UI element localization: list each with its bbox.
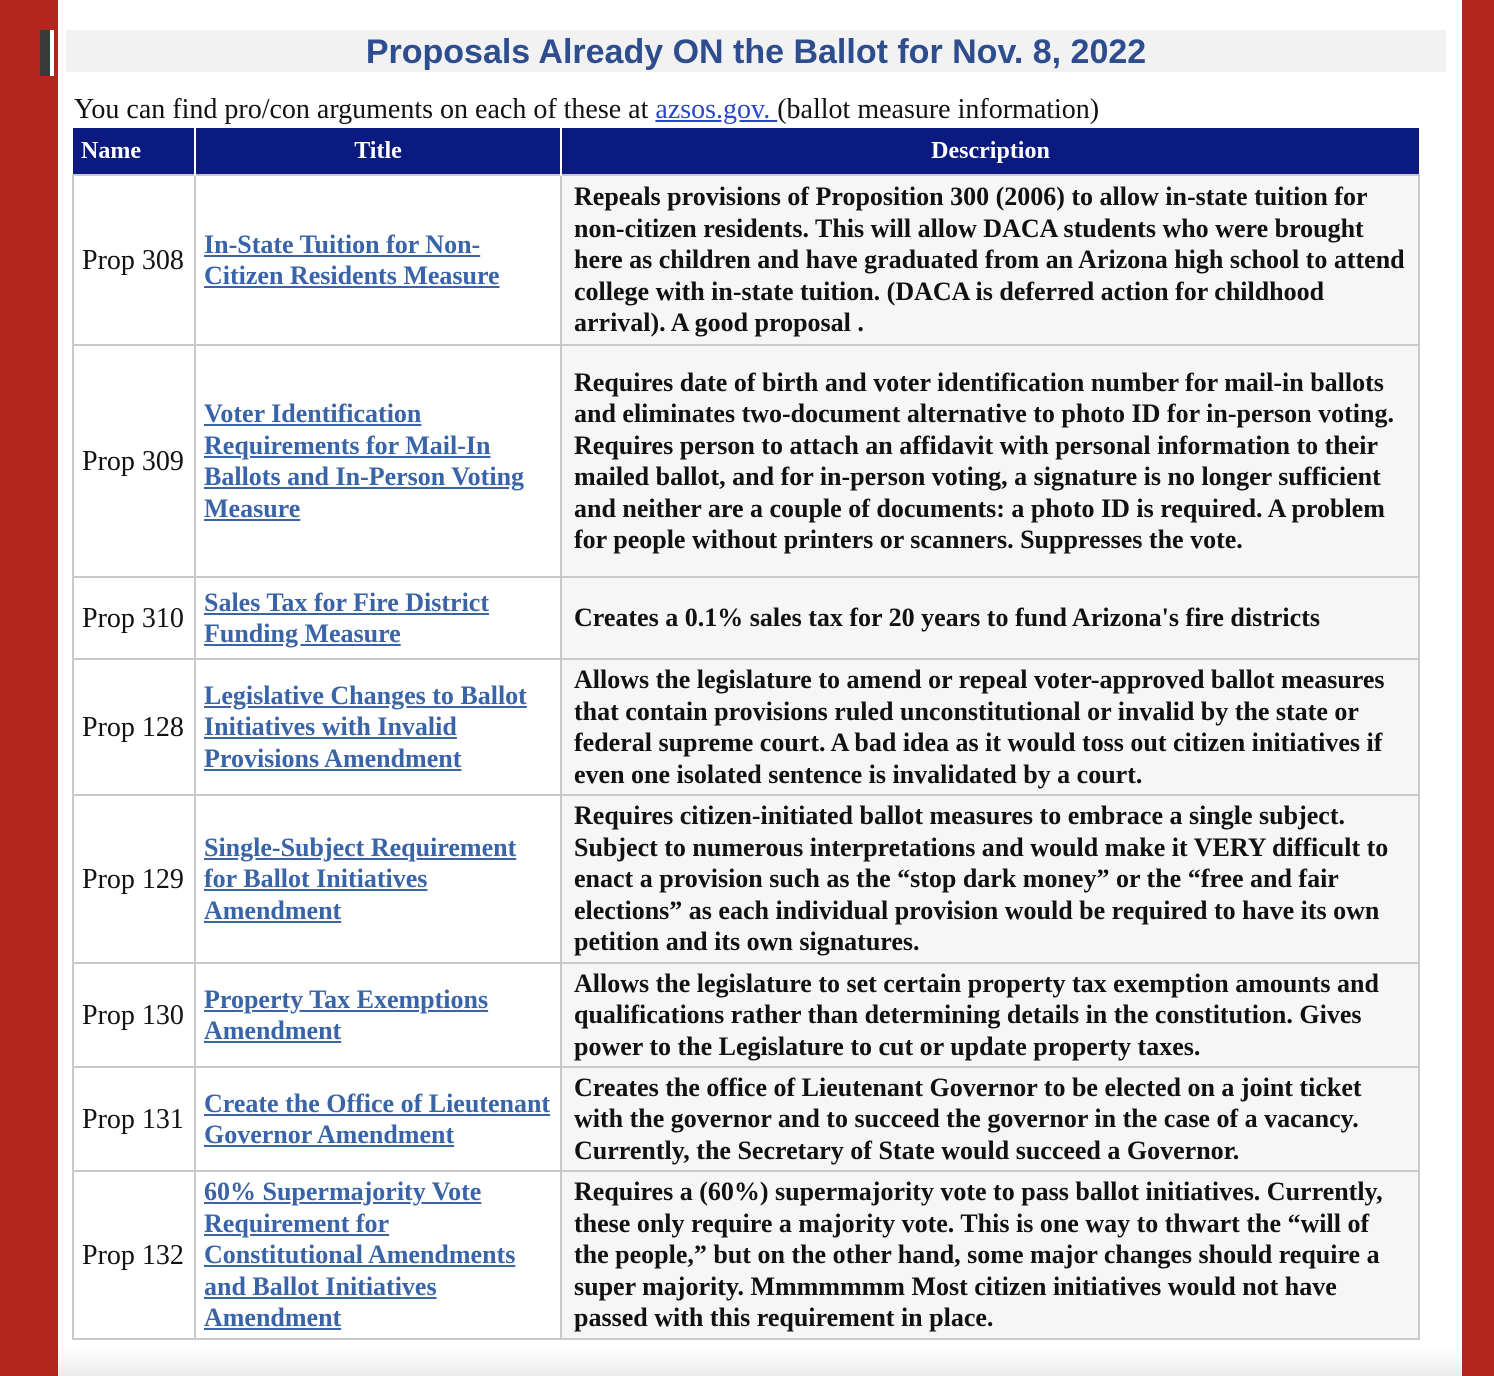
subtitle-text-after: (ballot measure information) (777, 94, 1100, 125)
prop-description: Repeals provisions of Proposition 300 (2006) to allow in-state tuition for non-citizen residents. This will allow DACA students who were brought here as children and have graduated from an Arizona high school to attend college with in-state tuition. (DACA is deferred action for childhood arrival). A good proposal . (561, 175, 1419, 345)
prop-description: Allows the legislature to set certain property tax exemption amounts and qualifications rather than determining details in the constitution. Gives power to the Legislature to cut or update property taxes. (561, 963, 1419, 1067)
prop-name: Prop 131 (73, 1067, 195, 1171)
azsos-link[interactable]: azsos.gov. (655, 94, 778, 125)
table-row (73, 1067, 1419, 1171)
prop-description: Allows the legislature to amend or repeal voter-approved ballot measures that contain provisions ruled unconstitutional or invalid by the state or federal supreme court. A bad idea as it would toss out citizen initiatives if even one isolated sentence is invalidated by a court. (561, 659, 1419, 795)
prop-description: Requires date of birth and voter identification number for mail-in ballots and eliminates two-document alternative to photo ID for in-person voting. Requires person to attach an affidavit with personal information to their mailed ballot, and for in-person voting, a signature is no longer sufficient and neither are a couple of documents: a photo ID is required. A problem for people without printers or scanners. Suppresses the vote. (561, 345, 1419, 577)
column-header-description: Description (561, 128, 1419, 175)
prop-name: Prop 308 (73, 175, 195, 345)
prop-name: Prop 130 (73, 963, 195, 1067)
prop-title-link[interactable]: Legislative Changes to Ballot Initiatives with Invalid Provisions Amendment (204, 680, 527, 773)
text-cursor-marker (40, 30, 54, 76)
subtitle-text-before: You can find pro/con arguments on each of these at (74, 94, 656, 125)
prop-title-cell (195, 1067, 561, 1171)
page-bottom-shadow (58, 1348, 1462, 1376)
table-row (73, 345, 1419, 577)
prop-description: Requires citizen-initiated ballot measures to embrace a single subject. Subject to numerous interpretations and would make it VERY difficult to enact a provision such as the “stop dark money” or the “free and fair elections” as each individual provision would be required to have its own petition and its own signatures. (561, 795, 1419, 963)
prop-title-cell (195, 345, 561, 577)
prop-name: Prop 128 (73, 659, 195, 795)
prop-title-link[interactable]: Single-Subject Requirement for Ballot Initiatives Amendment (204, 832, 517, 925)
prop-title-cell (195, 659, 561, 795)
prop-title-cell (195, 577, 561, 659)
table-row (73, 175, 1419, 345)
prop-title-link[interactable]: 60% Supermajority Vote Requirement for Constitutional Amendments and Ballot Initiatives Amendment (204, 1177, 516, 1333)
table-row (73, 577, 1419, 659)
prop-title-cell (195, 1171, 561, 1339)
column-header-title: Title (195, 128, 561, 175)
prop-title-link[interactable]: In-State Tuition for Non-Citizen Residents Measure (204, 229, 500, 290)
table-row (73, 1171, 1419, 1339)
prop-title-link[interactable]: Sales Tax for Fire District Funding Measure (204, 587, 490, 648)
prop-title-cell (195, 963, 561, 1067)
prop-title-link[interactable]: Voter Identification Requirements for Mail-In Ballots and In-Person Voting Measure (204, 399, 525, 523)
prop-description: Creates a 0.1% sales tax for 20 years to fund Arizona's fire districts (561, 577, 1419, 659)
prop-title-cell (195, 795, 561, 963)
title-band (66, 30, 1446, 72)
prop-name: Prop 309 (73, 345, 195, 577)
prop-description: Requires a (60%) supermajority vote to pass ballot initiatives. Currently, these only require a majority vote. This is one way to thwart the “will of the people,” but on the other hand, some major changes should require a super majority. Mmmmmmm Most citizen initiatives would not have passed with this requirement in place. (561, 1171, 1419, 1339)
document-page (58, 0, 1462, 1376)
page-title: Proposals Already ON the Ballot for Nov. 8, 2022 (365, 33, 1147, 71)
subtitle (74, 94, 1099, 126)
column-header-name: Name (73, 128, 195, 175)
table-row (73, 963, 1419, 1067)
prop-description: Creates the office of Lieutenant Governor to be elected on a joint ticket with the governor and to succeed the governor in the case of a vacancy. Currently, the Secretary of State would succeed a Governor. (561, 1067, 1419, 1171)
table-row (73, 795, 1419, 963)
prop-title-link[interactable]: Create the Office of Lieutenant Governor Amendment (204, 1088, 551, 1149)
prop-title-cell (195, 175, 561, 345)
table-header-row (73, 128, 1419, 175)
prop-name: Prop 132 (73, 1171, 195, 1339)
prop-name: Prop 310 (73, 577, 195, 659)
prop-title-link[interactable]: Property Tax Exemptions Amendment (204, 984, 489, 1045)
ballot-proposals-table (72, 128, 1420, 1340)
prop-name: Prop 129 (73, 795, 195, 963)
table-row (73, 659, 1419, 795)
